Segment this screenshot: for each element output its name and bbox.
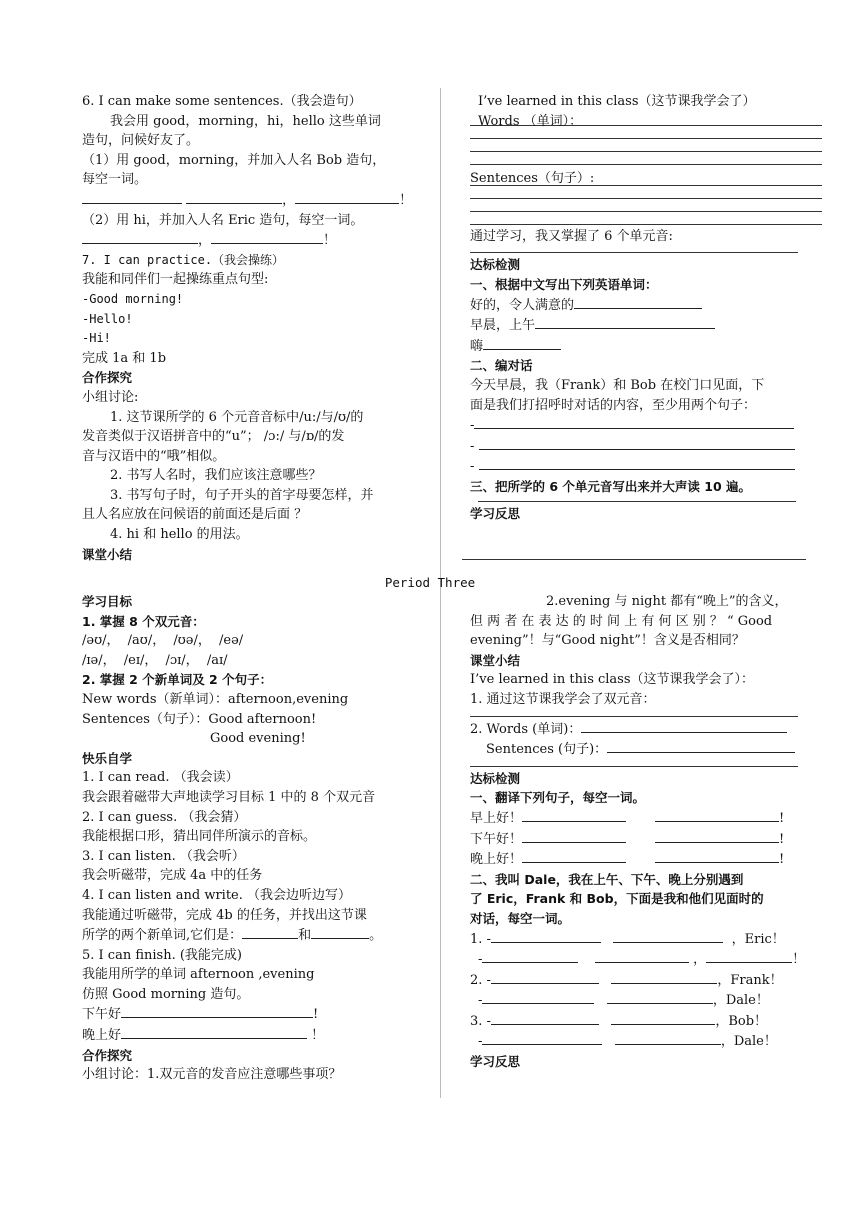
left-column-bottom xyxy=(82,592,414,1085)
text-line: 发音类似于汉语拼音中的“u”； /ɔ:/ 与/ɒ/的发 xyxy=(82,429,345,445)
section-heading: 课堂小结 xyxy=(470,652,521,668)
exclamation: ！ xyxy=(323,233,337,249)
section-heading: 合作探究 xyxy=(82,1047,133,1063)
text-line: 我能根据口形，猜出同伴所演示的音标。 xyxy=(82,829,317,845)
answer-line[interactable] xyxy=(470,211,822,212)
text-line: 2. I can guess. （我会猜） xyxy=(82,809,247,825)
answer-blank[interactable] xyxy=(491,970,599,984)
answer-blank[interactable] xyxy=(491,929,601,943)
text-line: I’ve learned in this class（这节课我学会了） xyxy=(478,94,756,109)
answer-line[interactable] xyxy=(470,224,822,225)
text-line: 仿照 Good morning 造句。 xyxy=(82,986,250,1002)
answer-blank[interactable] xyxy=(211,230,323,244)
text-line: 嗨 xyxy=(470,336,822,357)
section-heading: 一、根据中文写出下列英语单词： xyxy=(470,276,658,292)
section-heading: 对话，每空一词。 xyxy=(470,910,571,926)
section-heading: 2. 掌握 2 个新单词及 2 个句子： xyxy=(82,672,273,688)
text-line: 2. 书写人名时，我们应该注意哪些？ xyxy=(110,468,322,484)
answer-line[interactable] xyxy=(470,198,822,199)
answer-blank[interactable] xyxy=(655,829,779,843)
text-line: Words （单词）： xyxy=(478,113,583,129)
right-column-bottom xyxy=(470,592,806,1072)
answer-blank[interactable] xyxy=(615,1031,721,1045)
text-line: 1. 这节课所学的 6 个元音音标中/u:/与/ʊ/的 xyxy=(110,409,364,425)
text-line: 我会用 good，morning，hi，hello 这些单词 xyxy=(110,113,381,129)
text-line: 2. Words (单词)： xyxy=(470,719,802,740)
answer-blank[interactable] xyxy=(595,949,689,963)
answer-blank[interactable] xyxy=(482,1031,602,1045)
text-line: 7. I can practice.（我会操练） xyxy=(82,252,285,267)
dialogue-row: - ， ！ xyxy=(470,949,802,970)
text-line: 我能用所学的单词 afternoon ,evening xyxy=(82,967,315,983)
section-heading: 快乐自学 xyxy=(82,750,133,766)
answer-blank[interactable] xyxy=(479,436,795,450)
answer-blank[interactable] xyxy=(611,1011,715,1025)
text-line: Sentences (句子)： xyxy=(470,739,802,760)
answer-blank[interactable] xyxy=(121,1004,313,1018)
text-line: 3. I can listen. （我会听） xyxy=(82,848,245,864)
dialogue-line: -Good morning! xyxy=(82,291,184,306)
answer-blank[interactable] xyxy=(491,1011,599,1025)
text-line: 下午好 ! xyxy=(82,1004,414,1025)
answer-blank[interactable] xyxy=(613,929,723,943)
dialogue-row: - ，Dale！ xyxy=(470,990,802,1011)
text-line: New words（新单词）：afternoon,evening xyxy=(82,691,349,707)
translation-row: 下午好！ ! xyxy=(470,829,802,850)
answer-blank[interactable] xyxy=(311,925,369,939)
text-line: I’ve learned in this class（这节课我学会了）： xyxy=(470,672,755,688)
text-line: 完成 1a 和 1b xyxy=(82,350,167,366)
section-heading: 二、我叫 Dale，我在上午、下午、晚上分别遇到 xyxy=(470,871,744,887)
text-line: （2）用 hi，并加入人名 Eric 造句，每空一词。 xyxy=(82,212,364,228)
section-heading: 达标检测 xyxy=(470,257,521,273)
text-line: （1）用 good，morning，并加入人名 Bob 造句， xyxy=(82,152,386,168)
section-heading: 课堂小结 xyxy=(82,546,133,562)
text-line: 但 两 者 在 表 达 的 时 间 上 有 何 区 别 ？ “ Good xyxy=(470,613,773,629)
dialogue-row: 1. - ，Eric！ xyxy=(470,929,802,950)
answer-blank[interactable] xyxy=(611,970,717,984)
text-line: Sentences（句子）：Good afternoon! xyxy=(82,711,317,727)
answer-blank[interactable] xyxy=(522,829,626,843)
answer-blank[interactable] xyxy=(522,849,626,863)
text-line: 3. 书写句子时，句子开头的首字母要怎样，并 xyxy=(110,487,374,503)
section-heading: 二、编对话 xyxy=(470,358,533,374)
text-line: 音与汉语中的“哦”相似。 xyxy=(82,448,226,464)
answer-blank[interactable] xyxy=(479,456,795,470)
dialogue-line: -Hello! xyxy=(82,311,133,326)
comma: ， xyxy=(282,192,296,208)
section-heading: 了 Eric，Frank 和 Bob，下面是我和他们见面时的 xyxy=(470,891,764,907)
answer-line[interactable] xyxy=(470,766,798,767)
answer-blank[interactable] xyxy=(655,808,779,822)
section-heading: 1. 掌握 8 个双元音： xyxy=(82,613,205,629)
text-line: evening”！与“Good night”！含义是否相同？ xyxy=(470,633,745,649)
phonetic-line: /əʊ/， /aʊ/， /ʊə/， /eə/ xyxy=(82,633,244,649)
dialogue-row: 2. - ，Frank！ xyxy=(470,970,802,991)
text-line: 6. I can make some sentences.（我会造句） xyxy=(82,94,362,109)
text-line: 晚上好 ！ xyxy=(82,1025,414,1046)
answer-blank[interactable] xyxy=(482,949,578,963)
dialogue-row: - ，Dale！ xyxy=(470,1031,802,1052)
text-line: 我能通过听磁带，完成 4b 的任务，并找出这节课 xyxy=(82,907,367,923)
section-heading: 学习反思 xyxy=(470,1054,521,1070)
blank-line xyxy=(82,230,414,251)
text-line: 1. 通过这节课我学会了双元音： xyxy=(470,691,656,707)
section-heading: 一、翻译下列句子，每空一词。 xyxy=(470,790,646,806)
answer-blank[interactable] xyxy=(522,808,626,822)
text-line: 小组讨论: xyxy=(82,389,139,405)
answer-line[interactable] xyxy=(470,164,822,165)
text-line: 好的，令人满意的 xyxy=(470,295,822,316)
translation-row: 早上好！ ! xyxy=(470,808,802,829)
text-line: 1. I can read. （我会读） xyxy=(82,770,239,786)
blank-line xyxy=(82,190,414,211)
dialogue-blank: - xyxy=(470,456,822,477)
answer-blank[interactable] xyxy=(706,949,792,963)
text-line: 我会跟着磁带大声地读学习目标 1 中的 8 个双元音 xyxy=(82,789,376,805)
answer-blank[interactable] xyxy=(474,415,794,429)
answer-blank[interactable] xyxy=(607,739,795,753)
column-divider xyxy=(440,88,441,1098)
answer-blank[interactable] xyxy=(655,849,779,863)
section-heading: 合作探究 xyxy=(82,370,133,386)
answer-line[interactable] xyxy=(470,138,822,139)
answer-blank[interactable] xyxy=(574,295,702,309)
text-line: 且人名应放在问候语的前面还是后面 ？ xyxy=(82,507,308,523)
answer-line[interactable] xyxy=(470,716,798,717)
text-line: 5. I can finish. (我能完成) xyxy=(82,947,242,963)
answer-blank[interactable] xyxy=(535,315,715,329)
section-heading: 学习反思 xyxy=(470,505,521,521)
text-line: 2.evening 与 night 都有“晚上”的含义， xyxy=(546,594,788,609)
answer-line[interactable] xyxy=(470,252,798,253)
reflection-line[interactable] xyxy=(462,559,806,560)
answer-blank[interactable] xyxy=(242,925,298,939)
answer-line[interactable] xyxy=(470,151,822,152)
text-line: 面是我们打招呼时对话的内容，至少用两个句子： xyxy=(470,397,757,413)
left-column-top xyxy=(82,92,414,564)
period-title: Period Three xyxy=(384,575,476,590)
translation-row: 晚上好！ ! xyxy=(470,849,802,870)
answer-blank[interactable] xyxy=(581,719,787,733)
answer-blank[interactable] xyxy=(607,990,713,1004)
text-line: 早晨，上午 xyxy=(470,315,822,336)
answer-blank[interactable] xyxy=(295,190,399,204)
text-line: 所学的两个新单词,它们是： 和 。 xyxy=(82,925,414,946)
text-line: 我会听磁带，完成 4a 中的任务 xyxy=(82,868,263,884)
answer-blank[interactable] xyxy=(121,1025,307,1039)
section-heading: 达标检测 xyxy=(470,770,521,786)
text-line: Good evening! xyxy=(210,731,306,747)
text-line: 通过学习，我又掌握了 6 个单元音: xyxy=(470,228,673,244)
text-line: 4. I can listen and write. （我会边听边写） xyxy=(82,887,352,903)
text-line: 每空一词。 xyxy=(82,172,148,188)
text-line: Sentences（句子）: xyxy=(470,171,595,187)
comma: ， xyxy=(198,233,212,249)
text-line: 造句，问候好友了。 xyxy=(82,133,200,149)
answer-blank[interactable] xyxy=(186,190,282,204)
text-line: 今天早晨，我（Frank）和 Bob 在校门口见面，下 xyxy=(470,377,765,393)
right-column-top xyxy=(470,92,822,523)
dialogue-row: 3. - ，Bob！ xyxy=(470,1011,802,1032)
dialogue-blank: - xyxy=(470,415,822,436)
dialogue-line: -Hi! xyxy=(82,331,111,346)
phonetic-line: /ɪə/， /eɪ/， /ɔɪ/， /aɪ/ xyxy=(82,652,228,668)
answer-blank[interactable] xyxy=(483,336,561,350)
text-line: 4. hi 和 hello 的用法。 xyxy=(110,527,249,543)
text-line: 小组讨论：1.双元音的发音应注意哪些事项？ xyxy=(82,1067,342,1083)
answer-line[interactable] xyxy=(478,501,796,502)
dialogue-blank: - xyxy=(470,436,822,457)
answer-blank[interactable] xyxy=(82,230,198,244)
exclamation: ！ xyxy=(399,192,413,208)
answer-blank[interactable] xyxy=(482,990,594,1004)
answer-blank[interactable] xyxy=(82,190,182,204)
section-heading: 学习目标 xyxy=(82,594,133,609)
section-heading: 三、把所学的 6 个单元音写出来并大声读 10 遍。 xyxy=(470,478,752,494)
text-line: 我能和同伴们一起操练重点句型: xyxy=(82,272,269,288)
